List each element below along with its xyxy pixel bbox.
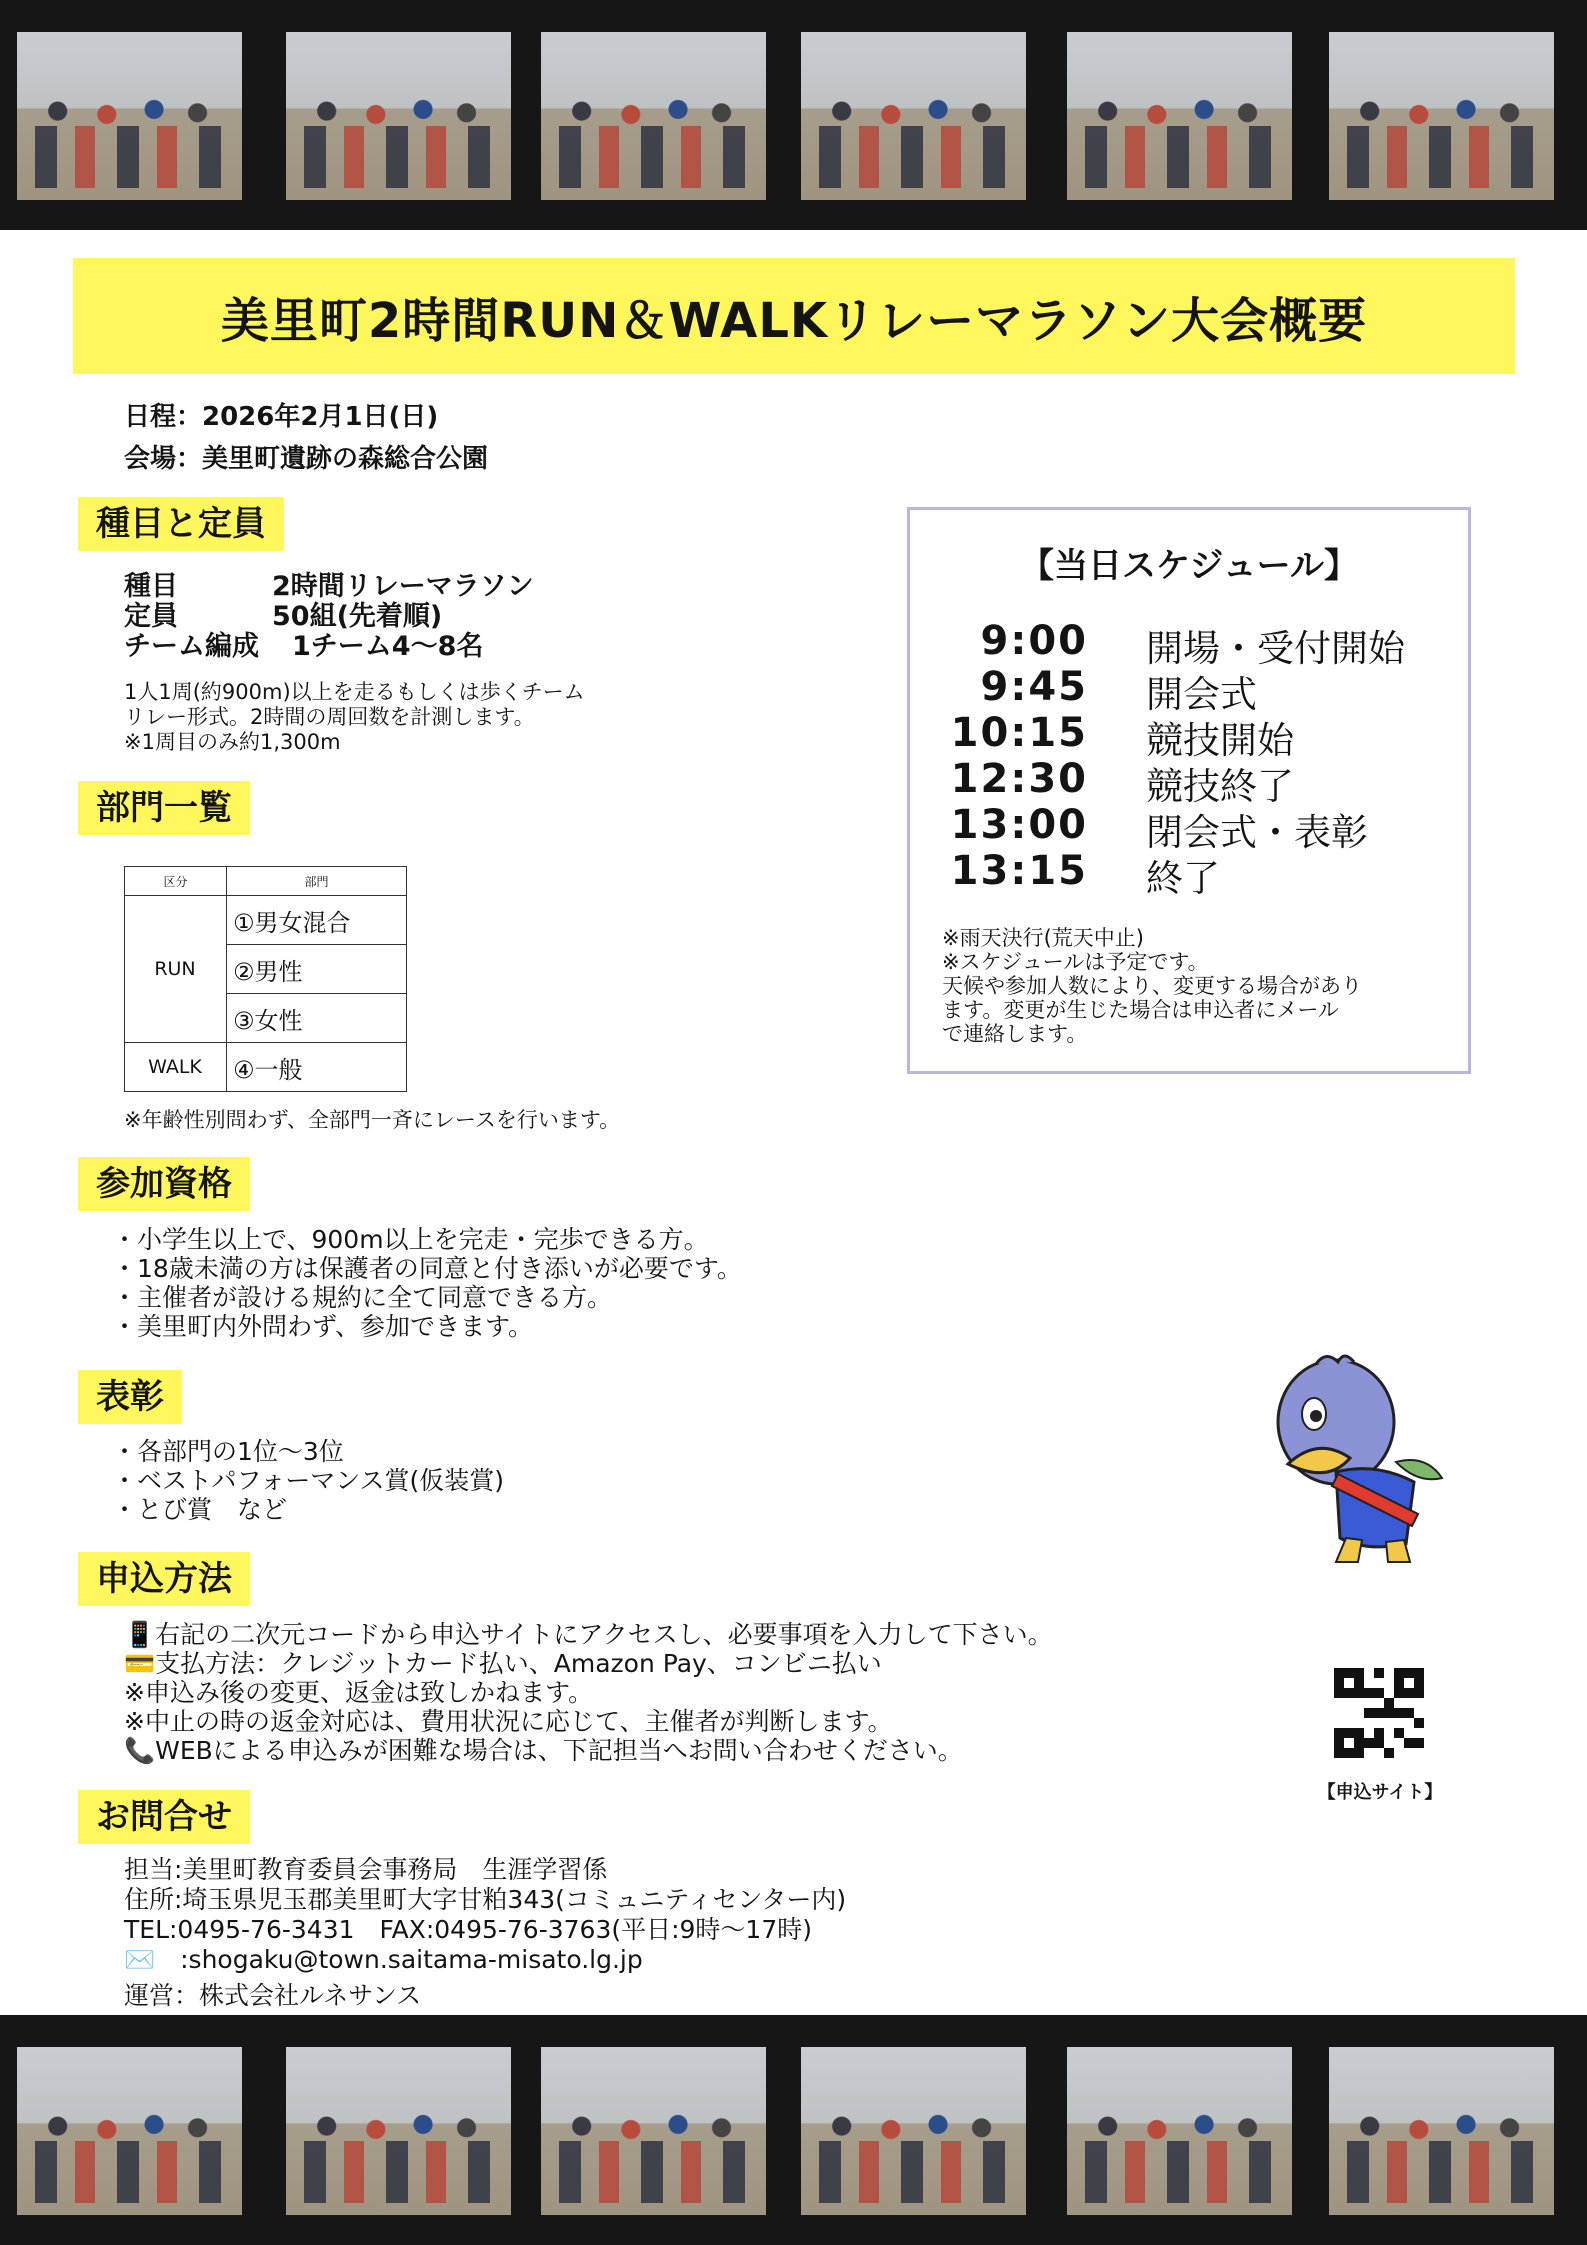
schedule-time: 12:30 xyxy=(950,756,1088,802)
eligibility-list xyxy=(112,1225,742,1341)
team-label: チーム編成 xyxy=(124,631,259,662)
schedule-row xyxy=(910,802,1468,854)
events-note-line: リレー形式。2時間の周回数を計測します。 xyxy=(124,705,535,729)
list-item: ・とび賞 など xyxy=(112,1495,288,1524)
division-cell: ①男女混合 xyxy=(227,896,407,945)
events-note-line: 1人1周(約900m)以上を走るもしくは歩くチーム xyxy=(124,680,585,704)
event-photo xyxy=(17,2047,242,2215)
event-photo xyxy=(541,32,766,200)
bottom-photo-strip xyxy=(0,2015,1587,2245)
events-details xyxy=(124,572,534,662)
divisions-note: ※年齢性別問わず、全部門一斉にレースを行います。 xyxy=(124,1108,621,1132)
contact-staff: 担当:美里町教育委員会事務局 生涯学習係 xyxy=(124,1855,608,1884)
schedule-note: 天候や参加人数により、変更する場合があり xyxy=(942,974,1362,998)
event-photo xyxy=(286,2047,511,2215)
schedule-row xyxy=(910,710,1468,762)
event-venue: 会場：美里町遺跡の森総合公園 xyxy=(124,444,489,474)
events-heading: 種目と定員 xyxy=(78,497,284,551)
contact-lines xyxy=(124,1855,846,2011)
division-cell: ④一般 xyxy=(227,1043,407,1092)
schedule-time: 10:15 xyxy=(950,710,1088,756)
schedule-time: 9:45 xyxy=(980,664,1088,710)
event-photo xyxy=(801,32,1026,200)
list-item: ※中止の時の返金対応は、費用状況に応じて、主催者が判断します。 xyxy=(124,1707,893,1736)
schedule-row xyxy=(910,848,1468,900)
event-photo xyxy=(286,32,511,200)
application-heading: 申込方法 xyxy=(78,1552,250,1606)
list-item: ・小学生以上で、900m以上を完走・完歩できる方。 xyxy=(112,1225,709,1254)
contact-heading: お問合せ xyxy=(78,1790,250,1844)
events-note xyxy=(124,680,585,755)
list-item: ・18歳未満の方は保護者の同意と付き添いが必要です。 xyxy=(112,1254,742,1283)
schedule-row xyxy=(910,756,1468,808)
list-item: ・各部門の1位～3位 xyxy=(112,1437,344,1466)
walk-category: WALK xyxy=(125,1043,227,1092)
capacity-label: 定員 xyxy=(124,601,178,632)
schedule-box xyxy=(907,507,1471,1074)
list-item: 📱右記の二次元コードから申込サイトにアクセスし、必要事項を入力して下さい。 xyxy=(124,1620,1053,1649)
awards-list xyxy=(112,1437,504,1524)
qr-label: 【申込サイト】 xyxy=(1317,1782,1443,1803)
list-item: ・美里町内外問わず、参加できます。 xyxy=(112,1312,534,1341)
schedule-time: 13:00 xyxy=(950,802,1088,848)
page-title: 美里町2時間RUN＆WALKリレーマラソン大会概要 xyxy=(220,292,1368,349)
list-item: 💳支払方法：クレジットカード払い、Amazon Pay、コンビニ払い xyxy=(124,1649,882,1678)
schedule-notes xyxy=(942,926,1462,1046)
event-photo xyxy=(1067,2047,1292,2215)
schedule-event: 終了 xyxy=(1146,857,1220,900)
divisions-table xyxy=(124,866,407,1092)
contact-address: 住所:埼玉県児玉郡美里町大字甘粕343(コミュニティセンター内) xyxy=(124,1885,847,1914)
list-item: 📞WEBによる申込みが困難な場合は、下記担当へお問い合わせください。 xyxy=(124,1736,963,1765)
event-date: 日程：2026年2月1日(日) xyxy=(124,402,439,432)
event-photo xyxy=(801,2047,1026,2215)
division-cell: ②男性 xyxy=(227,945,407,994)
event-photo xyxy=(1329,32,1554,200)
awards-heading: 表彰 xyxy=(78,1370,182,1424)
list-item: ・主催者が設ける規約に全て同意できる方。 xyxy=(112,1283,613,1312)
events-note-line: ※1周目のみ約1,300m xyxy=(124,730,341,754)
schedule-time: 13:15 xyxy=(950,848,1088,894)
schedule-row xyxy=(910,618,1468,670)
divisions-heading: 部門一覧 xyxy=(78,781,250,835)
list-item: ・ベストパフォーマンス賞(仮装賞) xyxy=(112,1466,505,1495)
mascot-illustration xyxy=(1276,1352,1456,1564)
contact-phone: TEL:0495-76-3431 FAX:0495-76-3763(平日:9時～17時) xyxy=(124,1915,813,1944)
contact-operator: 運営：株式会社ルネサンス xyxy=(124,1981,422,2010)
application-list xyxy=(124,1620,1304,1765)
schedule-event: 競技終了 xyxy=(1146,765,1294,808)
top-photo-strip xyxy=(0,0,1587,230)
events-label: 種目 xyxy=(124,571,178,602)
event-photo xyxy=(1067,32,1292,200)
division-cell: ③女性 xyxy=(227,994,407,1043)
event-photo xyxy=(17,32,242,200)
list-item: ※申込み後の変更、返金は致しかねます。 xyxy=(124,1678,593,1707)
schedule-note: ※スケジュールは予定です。 xyxy=(942,950,1209,974)
schedule-event: 開会式 xyxy=(1146,673,1257,716)
page-title-banner xyxy=(73,258,1515,374)
schedule-note: で連絡します。 xyxy=(942,1022,1088,1046)
schedule-note: ます。変更が生じた場合は申込者にメール xyxy=(942,998,1339,1022)
table-header: 部門 xyxy=(227,867,407,896)
schedule-event: 競技開始 xyxy=(1146,719,1294,762)
schedule-title: 【当日スケジュール】 xyxy=(1020,546,1358,586)
event-photo xyxy=(541,2047,766,2215)
team-value: 1チーム4～8名 xyxy=(292,631,484,662)
capacity-value: 50組(先着順) xyxy=(272,601,443,632)
run-category: RUN xyxy=(125,896,227,1043)
qr-code[interactable] xyxy=(1334,1668,1424,1758)
schedule-event: 開場・受付開始 xyxy=(1146,627,1405,670)
eligibility-heading: 参加資格 xyxy=(78,1157,250,1211)
schedule-row xyxy=(910,664,1468,716)
contact-email[interactable]: ✉️ :shogaku@town.saitama-misato.lg.jp xyxy=(124,1945,643,1974)
schedule-time: 9:00 xyxy=(980,618,1088,664)
event-photo xyxy=(1329,2047,1554,2215)
schedule-event: 閉会式・表彰 xyxy=(1146,811,1368,854)
table-header: 区分 xyxy=(125,867,227,896)
events-value: 2時間リレーマラソン xyxy=(272,571,534,602)
schedule-note: ※雨天決行(荒天中止) xyxy=(942,926,1144,950)
